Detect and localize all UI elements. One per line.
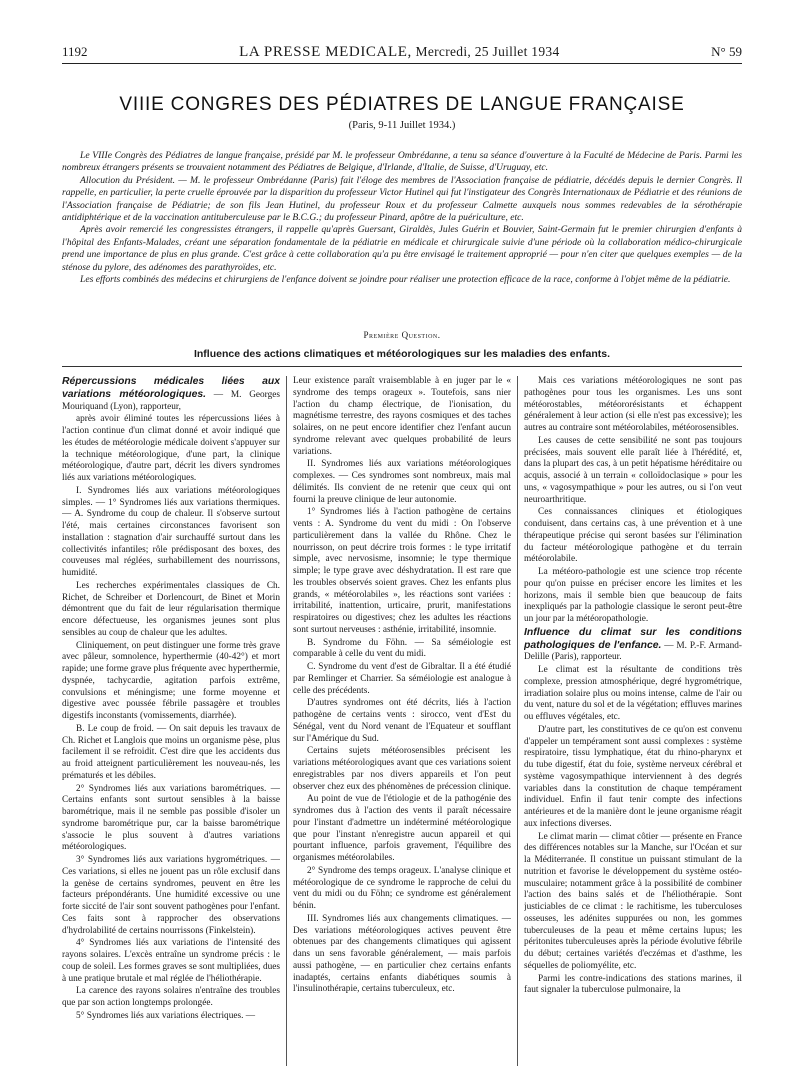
paragraph: Le climat marin — climat côtier — présente en France des différences notables sur la Manche, sur l'Océan et sur la Méditerranée. Il constitue un puissant stimulant de la nutrition et favorise le développement du système ostéo-musculaire; notamment grâce à la possibilité de combiner l'action des bains salés et de l'héliothérapie. Sont justiciables de ce climat : le rachitisme, les tuberculoses osseuses, les adénites suppurées ou non, les gommes tuberculeuses de la peau et même certains lupus; les péritonites tuberculeuses après la période évolutive fébrile du début; certaines variétés d'eczémas et d'asthme, les séquelles de poliomyélite, etc. (524, 831, 742, 971)
paragraph: Parmi les contre-indications des stations marines, il faut signaler la tuberculose pulmonaire, la (524, 973, 742, 996)
paragraph: Mais ces variations météorologiques ne sont pas pathogènes pour tous les organismes. Les uns sont météorostables, météororésistants et échappent généralement à leur action (si elle n'est pas excessive); les autres au contraire sont météorolabiles, météorosensibles. (524, 376, 742, 433)
intro-section (62, 150, 742, 286)
paragraph: Leur existence paraît vraisemblable à en juger par le « syndrome des temps orageux ». Toutefois, sans nier l'action du champ électrique, de l'ionisation, du magnétisme terrestre, des rayons cosmiques et des taches solaires, on ne peut encore identifier chez l'enfant aucun syndrome relevant avec quelques probabilité de leurs variations. (293, 376, 511, 457)
paragraph: III. Syndromes liés aux changements climatiques. — Des variations météorologiques actives peuvent être obtenues par des changements climatiques qui agissent dans un sens favorable généralement, — mais parfois aussi pathogène, — en particulier chez certains enfants inadaptés, certains enfants diabétiques soumis à l'insulinothérapie, certains tuberculeux, etc. (293, 913, 511, 995)
page-number: 1192 (62, 44, 88, 59)
paragraph: après avoir éliminé toutes les répercussions liées à l'action continue d'un climat donné et avoir indiqué que les études de météorologie médicale doivent s'appuyer sur la technique météorologique, d'une part, la clinique météorologique, d'autre part, décrit les divers syndromes liés aux variations météorologiques. (62, 414, 280, 483)
paragraph: La carence des rayons solaires n'entraîne des troubles que par son action longtemps prolongée. (62, 986, 280, 1008)
paragraph: Les recherches expérimentales classiques de Ch. Richet, de Schreiber et Dorlencourt, de Binet et Morin démontrent que du fait de leur régularisation thermique encore défectueuse, les organismes jeunes sont plus sensibles au coup de chaleur que les adultes. (62, 580, 280, 638)
running-header (62, 44, 742, 64)
paragraph: II. Syndromes liés aux variations météorologiques complexes. — Ces syndromes sont nombreux, mais mal délimités. Ils convient de ne retenir que ceux qui ont fourni la preuve clinique de leur autonomie. (293, 459, 511, 505)
paragraph: B. Syndrome du Föhn. — Sa séméiologie est comparable à celle du vent du midi. (293, 637, 511, 660)
paragraph: D'autres syndromes ont été décrits, liés à l'action pathogène de certains vents : sirocco, vent d'Est du Sénégal, vent du Nord venant de l'Equateur et soufflant sur l'Amérique du Sud. (293, 698, 511, 744)
paragraph: 2° Syndrome des temps orageux. L'analyse clinique et météorologique de ce syndrome le rapproche de celui du vent du midi ou du Föhn; ce syndrome est généralement bénin. (293, 865, 511, 911)
issue-number: N° 59 (711, 44, 742, 59)
column-rule (517, 376, 518, 1066)
paragraph: 5° Syndromes liés aux variations électriques. — (76, 1010, 256, 1021)
report-heading-title: Influence du climat sur les conditions pathologiques de l'enfance. (524, 626, 742, 651)
intro-paragraph: Après avoir remercié les congressistes étrangers, il rappelle qu'après Guersant, Giraldès, Jules Guérin et Bouvier, Saint-Germain fut le premier chirurgien d'enfants à l'hôpital des Enfants-Malades, créant une séparation fondamentale de la pédiatrie en médicale et chirurgicale suivie d'une période où la collaboration médico-chirurgicale prend une importance de plus en plus grande. C'est grâce à cette collaboration qu'a pu être envisagé le traitement approprié — pour n'en citer que quelques exemples — de la sténose du pylore, des adénomes des parathyroïdes, etc. (62, 224, 742, 273)
journal-name: LA PRESSE MEDICALE, (239, 44, 412, 60)
column-rule (286, 376, 287, 1066)
paragraph: Les causes de cette sensibilité ne sont pas toujours précisées, mais souvent elle paraît liée à l'hérédité, et, dans la plupart des cas, à un petit hépatisme héréditaire ou acquis, associé à un terrain « colloïdoclasique » pour les uns, « vagosympathique » pour les autres, ou si l'on veut neuroarthritique. (524, 435, 742, 505)
paragraph: Certains sujets météorosensibles précisent les variations météorologiques avant que ces variations soient enregistrables par nos divers appareils et l'on peut observer chez eux des phénomènes de précession clinique. (293, 746, 511, 792)
paragraph: 3° Syndromes liés aux variations hygrométriques. — Ces variations, si elles ne jouent pas un rôle exclusif dans la genèse de certains syndromes, peuvent en être les facteurs prépondérants. Une humidité excessive ou une forte siccité de l'air sont souvent pathogènes pour l'enfant. Ces faits sont à rapprocher des observations d'hydrolabilité de certains nourrissons (Finkelstein). (62, 855, 280, 936)
paragraph: Ces connaissances cliniques et étiologiques conduisent, dans certains cas, à une prévention et à une thérapeutique précise qui seront basées sur l'élimination du facteur météorologique pathogène et du terrain météorolabile. (524, 507, 742, 565)
question-label: Première Question. (363, 330, 441, 340)
intro-paragraph: Les efforts combinés des médecins et chirurgiens de l'enfance doivent se joindre pour réaliser une protection efficace de la race, conforme à l'objet même de la pédiatrie. (80, 274, 731, 286)
paragraph: C. Syndrome du vent d'est de Gibraltar. Il a été étudié par Remlinger et Charrier. Sa séméiologie est analogue à celle des précédents. (293, 662, 511, 696)
report-heading (524, 627, 742, 664)
column-2 (293, 376, 511, 1066)
paragraph: La météoro-pathologie est une science trop récente pour qu'on puisse en préciser encore les limites et les horizons, mais il semble bien que beaucoup de faits inexpliqués par la pathologie classique le seront peut-être un jour par la météoropathologie. (524, 567, 742, 624)
paragraph: Le climat est la résultante de conditions très complexe, pression atmosphérique, degré hygrométrique, irradiation solaire plus ou moins intense, calme de l'air ou du vent, nature du sol et de la végétation; effluves marines ou effluves végétales, etc. (524, 665, 742, 722)
report-heading-title: Répercussions médicales liées aux variations météorologiques. (62, 376, 280, 400)
column-1 (62, 376, 280, 1066)
paragraph: I. Syndromes liés aux variations météorologiques simples. — 1° Syndromes liés aux variations thermiques. — A. Syndrome du coup de chaleur. Il s'observe surtout l'été, mais certaines circonstances favorisent son installation : stagnation d'air surchauffé surtout dans les collectivités infantiles; rôle prédisposant des boxes, des couveuses mal réglées, surhabillement des nourrissons, humidité. (62, 485, 280, 578)
question-title: Influence des actions climatiques et météorologiques sur les maladies des enfants. (62, 348, 742, 367)
paragraph: B. Le coup de froid. — On sait depuis les travaux de Ch. Richet et Langlois que moins un organisme pèse, plus facilement il se refroidit. C'est dire que les accidents dus au froid atteignent particulièrement les nouveau-nés, les prématurés et les débiles. (62, 723, 280, 781)
paragraph: 2° Syndromes liés aux variations barométriques. — Certains enfants sont surtout sensibles à la baisse barométrique, mais il ne semble pas possible d'isoler un syndrome barométrique pur, car la baisse barométrique s'associe le plus souvent à d'autres variations météorologiques. (62, 783, 280, 853)
intro-paragraph: Le VIIIe Congrès des Pédiatres de langue française, présidé par M. le professeur Ombrédanne, a tenu sa séance d'ouverture à la Faculté de Médecine de Paris. Parmi les nombreux étrangers présents se trouvaient notamment des Pédiatres de Belgique, d'Irlande, d'Italie, de Suisse, d'Uruguay, etc. (62, 150, 742, 174)
paragraph: D'autre part, les constitutives de ce qu'on est convenu d'appeler un tempérament sont aussi complexes : système respiratoire, tissu lymphatique, état du rhino-pharynx et du tube digestif, état du foie, système nerveux cérébral et système vagosympathique interviennent à des degrés variables dans la constitution de chaque tempérament individuel. Enfin il faut tenir compte des infections antérieures et de la manière dont le jeune organisme réagit aux infections diverses. (524, 724, 742, 829)
paragraph: Cliniquement, on peut distinguer une forme très grave avec pâleur, somnolence, hyperthermie (40-42°) et mort rapide; une forme grave plus fréquente avec hyperthermie, dyspnée, tachycardie, agitation parfois extrême, convulsions et méningisme; une forme moyenne et digestive avec poussée fébrile passagère et troubles digestifs inconstants (vomissements, diarrhée). (62, 640, 280, 721)
report-author: — M. Georges Mouriquand (Lyon), rapporteur, (62, 389, 280, 412)
report-author: — M. P.-F. Armand-Delille (Paris), rapporteur. (524, 640, 742, 663)
article-title: VIIIE CONGRES DES PÉDIATRES DE LANGUE FRANÇAISE (119, 94, 685, 115)
article-subtitle: (Paris, 9-11 Juillet 1934.) (348, 120, 456, 131)
issue-date: Mercredi, 25 Juillet 1934 (415, 44, 560, 59)
journal-masthead (239, 44, 559, 61)
paragraph: Au point de vue de l'étiologie et de la pathogénie des syndromes dus à l'action des vents il paraît nécessaire pour l'instant d'admettre un indéterminé météorologique que pour l'instant n'enregistre aucun appareil et qui pourtant influence, parfois gravement, l'équilibre des organismes météorolabiles. (293, 794, 511, 863)
paragraph: 4° Syndromes liés aux variations de l'intensité des rayons solaires. L'excès entraîne un syndrome précis : le coup de soleil. Les formes graves se sont multipliées, dues à une pratique brutale et mal réglée de l'héliothérapie. (62, 938, 280, 984)
intro-paragraph: Allocution du Président. — M. le professeur Ombrédanne (Paris) fait l'éloge des membres de l'Association française de pédiatrie, décédés depuis le dernier Congrès. Il rappelle, en particulier, la perte cruelle éprouvée par la disparition du professeur Victor Hutinel qui fut l'instigateur des Congrès Internationaux de Pédiatrie et des réunions de l'Association française de Pédiatrie; de son fils Jean Hutinel, du professeur Roux et du professeur Calmette auxquels nous sommes redevables de la sérothérapie antidiphtérique et de la vaccination antituberculeuse par le B.C.G.; du professeur Pinard, apôtre de la puériculture, etc. (62, 174, 742, 224)
column-3 (524, 376, 742, 1066)
paragraph: 1° Syndromes liés à l'action pathogène de certains vents : A. Syndrome du vent du midi : On l'observe particulièrement dans la vallée du Rhône. Chez le nourrisson, on peut décrire trois formes : le type irritatif simple, avec nervosisme, insomnie; le type thermique simple; le type grave avec déshydratation. Il est rare que les troubles observés soient graves. Chez les enfants plus grands, « météorolabiles », les réactions sont variées : irritabilité, inattention, urticaire, prurit, manifestations respiratoires ou digestives; chez les adultes les réactions sont surtout nerveuses : asthénie, irritabilité, insomnie. (293, 507, 511, 635)
report-heading (62, 376, 280, 413)
